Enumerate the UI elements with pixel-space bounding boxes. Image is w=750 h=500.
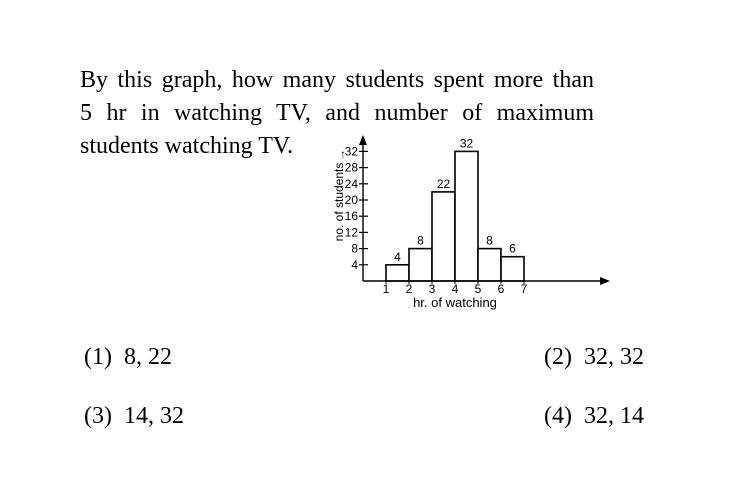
question-line-2: 5 hr in watching TV, and number of maximum: [80, 100, 594, 126]
y-tick-label-12: 12: [344, 225, 358, 240]
question-line-1: By this graph, how many students spent more than: [80, 67, 594, 93]
x-axis-arrow-icon: [600, 277, 610, 285]
y-tick-label-4: 4: [351, 257, 358, 272]
option-2[interactable]: [544, 344, 644, 371]
bar-label-3: 22: [436, 176, 451, 191]
question-line-3: students watching TV.: [80, 133, 294, 159]
bar-label-4: 32: [459, 136, 474, 151]
x-tick-label-4: 4: [451, 282, 459, 296]
y-tick-label-28: 28: [344, 160, 358, 175]
option-3[interactable]: [84, 403, 184, 430]
option-4[interactable]: [544, 403, 644, 430]
y-tick-label-16: 16: [344, 209, 358, 224]
y-tick-label-8: 8: [351, 241, 358, 256]
option-3-text: 14, 32: [123, 403, 184, 429]
bar-5: [478, 249, 501, 281]
bar-4: [455, 151, 478, 281]
x-tick-label-1: 1: [382, 282, 390, 296]
bar-2: [409, 249, 432, 281]
option-1-text: 8, 22: [123, 344, 172, 370]
x-tick-label-5: 5: [474, 282, 482, 296]
y-label-arrow-icon: ↑: [340, 147, 346, 161]
bar-label-6: 6: [509, 241, 516, 256]
bar-label-1: 4: [394, 249, 401, 264]
option-2-number: (2): [544, 344, 572, 370]
x-tick-label-6: 6: [497, 282, 505, 296]
y-tick-label-24: 24: [344, 176, 358, 191]
option-4-text: 32, 14: [583, 403, 644, 429]
x-tick-label-2: 2: [405, 282, 413, 296]
option-4-number: (4): [544, 403, 572, 429]
y-axis-title: no. of students: [332, 162, 346, 242]
x-tick-label-7: 7: [520, 282, 528, 296]
option-1[interactable]: [84, 344, 172, 371]
bar-label-2: 8: [417, 233, 424, 248]
bar-1: [386, 265, 409, 281]
option-1-number: (1): [84, 344, 112, 370]
x-tick-label-3: 3: [428, 282, 436, 296]
option-3-number: (3): [84, 403, 112, 429]
y-axis-arrow-icon: [359, 135, 367, 145]
option-2-text: 32, 32: [583, 344, 644, 370]
bar-6: [501, 257, 524, 281]
y-tick-label-20: 20: [344, 193, 358, 207]
y-tick-label-32: 32: [344, 144, 358, 159]
bar-label-5: 8: [486, 233, 493, 248]
bar-3: [432, 192, 455, 281]
x-axis-title: hr. of watching: [413, 295, 497, 310]
